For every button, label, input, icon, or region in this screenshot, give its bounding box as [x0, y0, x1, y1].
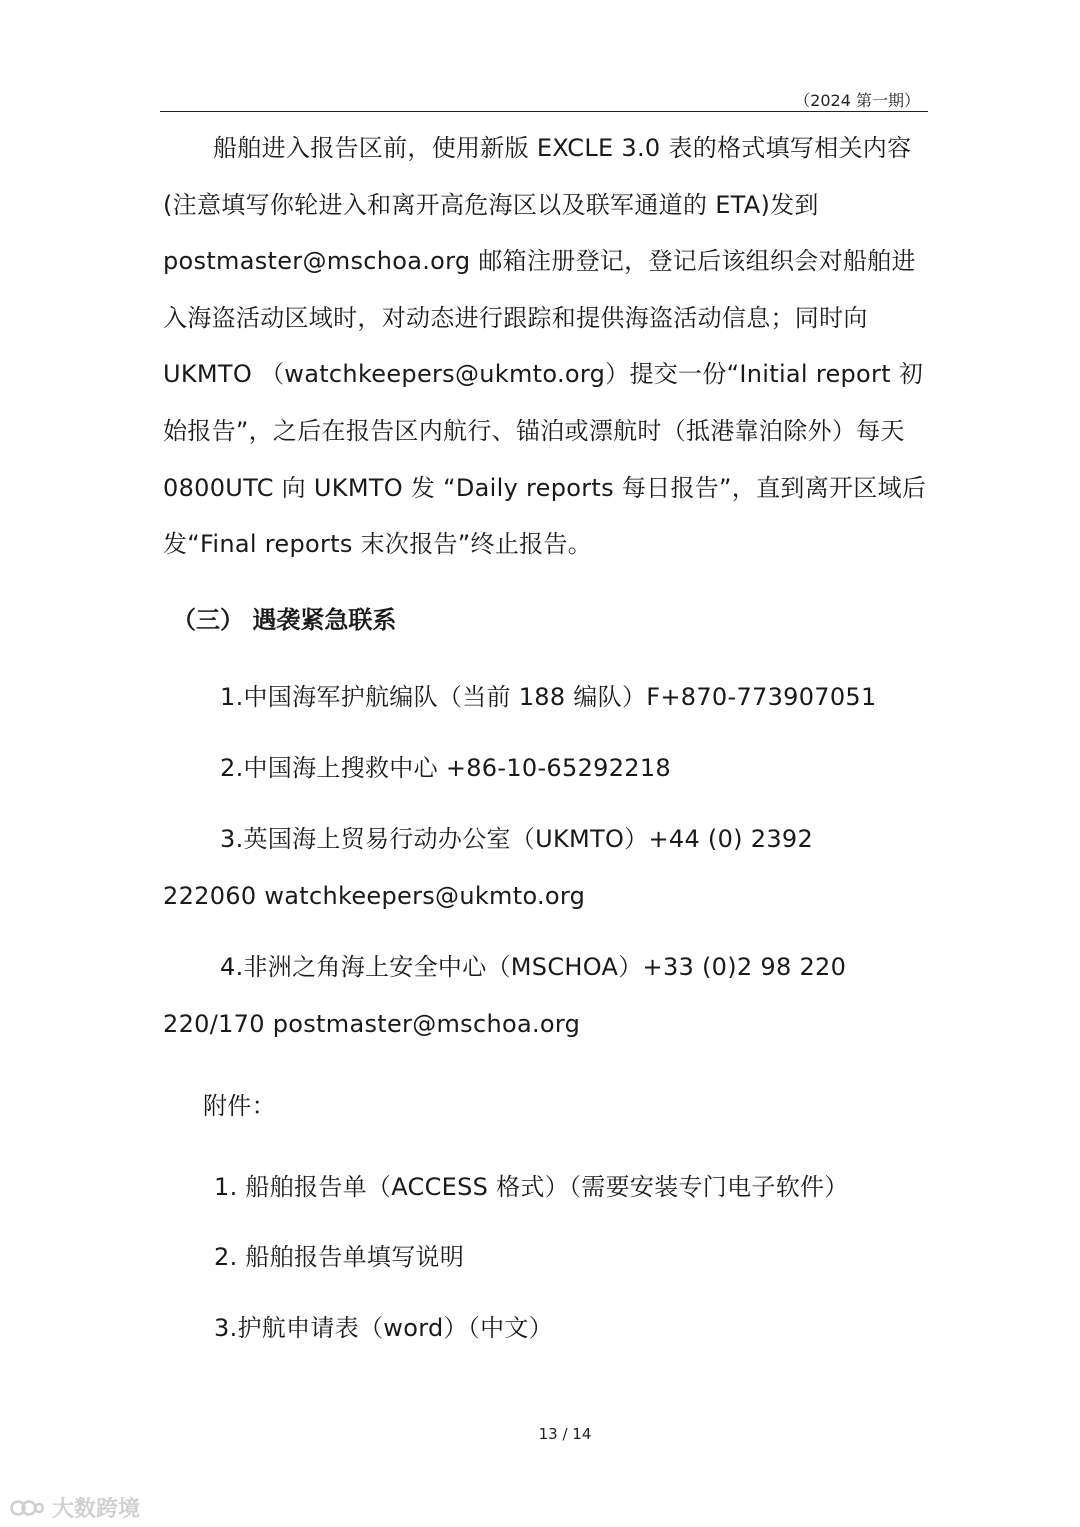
attachment-item: 2. 船舶报告单填写说明 — [214, 1243, 465, 1271]
header-divider — [160, 111, 928, 112]
watermark-text: 大数跨境 — [52, 1497, 141, 1522]
paragraph-line: 始报告”，之后在报告区内航行、锚泊或漂航时（抵港靠泊除外）每天 — [163, 416, 905, 445]
contact-item-search-rescue: 2.中国海上搜救中心 +86-10-65292218 — [220, 754, 671, 782]
attachments-label: 附件： — [203, 1092, 276, 1120]
paragraph-line: 发“Final reports 末次报告”终止报告。 — [163, 530, 593, 559]
paragraph-line: (注意填写你轮进入和离开高危海区以及联军通道的 ETA)发到 — [163, 190, 819, 219]
contact-item-mschoa-cont: 220/170 postmaster@mschoa.org — [163, 1010, 581, 1038]
contact-item-ukmto: 3.英国海上贸易行动办公室（UKMTO）+44 (0) 2392 — [220, 825, 814, 853]
issue-label: （2024 第一期） — [794, 91, 920, 110]
contact-item-ukmto-cont: 222060 watchkeepers@ukmto.org — [163, 882, 586, 910]
paragraph-line: 入海盗活动区域时，对动态进行跟踪和提供海盗活动信息；同时向 — [163, 303, 868, 332]
paragraph-line: 0800UTC 向 UKMTO 发 “Daily reports 每日报告”，直到离开区域后 — [163, 473, 927, 502]
watermark-logo-icon — [10, 1497, 44, 1519]
body-paragraph — [163, 120, 927, 573]
section-heading: （三） 遇袭紧急联系 — [172, 606, 397, 634]
paragraph-line: 船舶进入报告区前，使用新版 EXCLE 3.0 表的格式填写相关内容 — [213, 134, 912, 162]
watermark — [10, 1492, 140, 1523]
page-number: 13 / 14 — [538, 1425, 592, 1443]
contact-item-navy-escort: 1.中国海军护航编队（当前 188 编队）F+870-773907051 — [220, 683, 877, 711]
attachment-item: 3.护航申请表（word）（中文） — [214, 1314, 553, 1342]
paragraph-line: postmaster@mschoa.org 邮箱注册登记，登记后该组织会对船舶进 — [163, 247, 916, 276]
attachment-item: 1. 船舶报告单（ACCESS 格式）（需要安装专门电子软件） — [214, 1173, 849, 1201]
paragraph-line: UKMTO （watchkeepers@ukmto.org）提交一份“Initial report 初 — [163, 360, 924, 389]
contact-item-mschoa: 4.非洲之角海上安全中心（MSCHOA）+33 (0)2 98 220 — [220, 953, 847, 981]
